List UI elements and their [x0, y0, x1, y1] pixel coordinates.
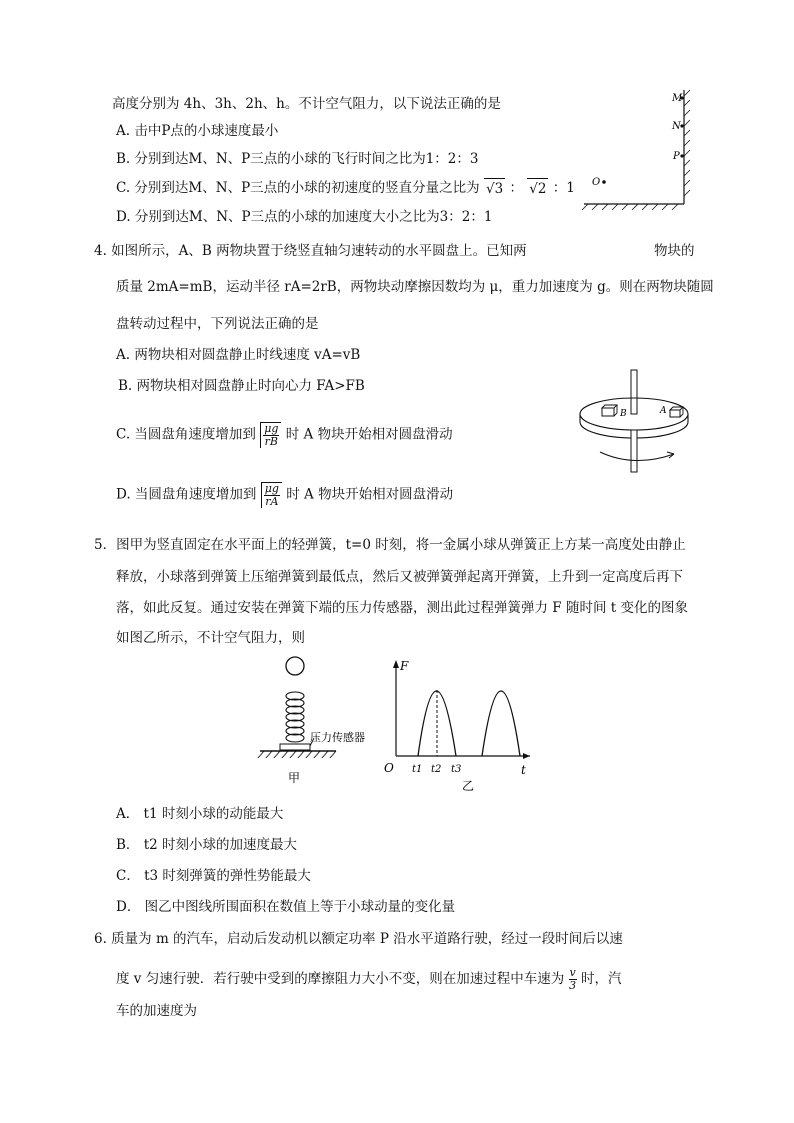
- q5-option-c: C． t3 时刻弹簧的弹性势能最大: [116, 868, 311, 884]
- q3-option-d: D. 分别到达M、N、P三点的小球的加速度大小之比为3：2：1: [116, 209, 493, 225]
- axis-F-label: F: [400, 659, 409, 673]
- frac-num: v: [569, 966, 576, 979]
- q3-wall-figure: [580, 86, 700, 214]
- q4-line2: 质量 2mA=mB，运动半径 rA=2rB，两物块动摩擦因数均为 μ，重力加速度为 g。则在两物块随圆: [116, 279, 714, 295]
- q3-option-a: A. 击中P点的小球速度最小: [116, 123, 279, 139]
- q4-option-d: [116, 482, 453, 508]
- q3-option-c: [116, 178, 575, 199]
- t3-label: t3: [451, 764, 462, 775]
- q5-force-time-graph: [382, 656, 542, 792]
- q4-option-d-prefix: D. 当圆盘角速度增加到: [116, 486, 257, 503]
- frac-num: μg: [264, 422, 279, 435]
- ratio-sep: ：: [509, 180, 523, 196]
- label-N: N: [672, 121, 681, 132]
- q4-option-c: [116, 422, 453, 448]
- q6-speed-fraction: [569, 967, 577, 992]
- q5-option-d: D． 图乙中图线所围面积在数值上等于小球动量的变化量: [116, 899, 456, 915]
- q5-option-a: A． t1 时刻小球的动能最大: [116, 806, 284, 822]
- q4-line1: 4. 如图所示，A、B 两物块置于绕竖直轴匀速转动的水平圆盘上。已知两: [94, 243, 527, 259]
- q6-line1: 6. 质量为 m 的汽车，启动后发动机以额定功率 P 沿水平道路行驶，经过一段时间后以速: [94, 931, 623, 947]
- label-A: A: [660, 406, 667, 416]
- q4-turntable-figure: [574, 368, 694, 480]
- q5-line2: 释放，小球落到弹簧上压缩弹簧到最低点，然后又被弹簧弹起离开弹簧，上升到一定高度后再下: [116, 569, 683, 585]
- label-M: M: [672, 93, 683, 104]
- figure-yi-caption: 乙: [462, 779, 475, 792]
- q6-line2: [116, 964, 622, 994]
- axis-t-label: t: [521, 763, 526, 777]
- q4-line3: 盘转动过程中，下列说法正确的是: [116, 316, 319, 332]
- label-P: P: [673, 151, 680, 162]
- q4-option-d-frac: [264, 483, 280, 508]
- q3-stem-tail: 高度分别为 4h、3h、2h、h。不计空气阻力，以下说法正确的是: [112, 96, 501, 112]
- figure-jia-caption: 甲: [288, 771, 301, 785]
- label-B: B: [620, 409, 627, 419]
- q6-line2-suffix: 时，汽: [581, 971, 622, 987]
- frac-den: 3: [569, 979, 577, 992]
- q6-line2-prefix: 度 v 匀速行驶．若行驶中受到的摩擦阻力大小不变，则在加速过程中车速为: [116, 971, 565, 987]
- origin-label: O: [384, 761, 394, 775]
- frac-den: rA: [265, 495, 279, 508]
- frac-den: rB: [264, 435, 278, 448]
- q4-option-d-sqrt: [261, 482, 282, 508]
- q3-option-c-text: C. 分别到达M、N、P三点的小球的初速度的竖直分量之比为: [116, 180, 480, 196]
- q4-option-c-frac: [263, 423, 279, 448]
- q5-spring-figure: [254, 652, 384, 790]
- q4-option-a: A. 两物块相对圆盘静止时线速度 vA=vB: [116, 347, 361, 363]
- q3-option-b: B. 分别到达M、N、P三点的小球的飞行时间之比为1：2：3: [116, 151, 479, 167]
- q6-line3: 车的加速度为: [116, 1003, 197, 1019]
- sqrt-3: √3: [484, 178, 505, 199]
- q5-line1: 5．图甲为竖直固定在水平面上的轻弹簧，t=0 时刻，将一金属小球从弹簧正上方某一高度处由静止: [94, 537, 686, 553]
- ratio-sep: ：: [552, 180, 567, 196]
- q4-line1-right: 物块的: [654, 243, 695, 259]
- sensor-label: 压力传感器: [310, 731, 365, 744]
- q4-option-b: B. 两物块相对圆盘静止时向心力 FA>FB: [118, 378, 365, 394]
- q5-line4: 如图乙所示，不计空气阻力，则: [116, 630, 305, 646]
- q4-option-c-prefix: C. 当圆盘角速度增加到: [116, 426, 256, 443]
- q4-option-d-suffix: 时 A 物块开始相对圆盘滑动: [286, 486, 454, 503]
- ratio-c: 1: [566, 180, 575, 196]
- t2-label: t2: [431, 764, 442, 775]
- q5-line3: 落，如此反复。通过安装在弹簧下端的压力传感器，测出此过程弹簧弹力 F 随时间 t 变化的图象: [116, 600, 688, 616]
- t1-label: t1: [412, 764, 423, 775]
- q4-option-c-suffix: 时 A 物块开始相对圆盘滑动: [285, 426, 453, 443]
- sqrt-2: √2: [527, 178, 548, 199]
- frac-num: μg: [264, 482, 279, 495]
- label-O: O: [592, 177, 601, 188]
- q5-option-b: B． t2 时刻小球的加速度最大: [116, 837, 298, 853]
- q4-option-c-sqrt: [260, 422, 281, 448]
